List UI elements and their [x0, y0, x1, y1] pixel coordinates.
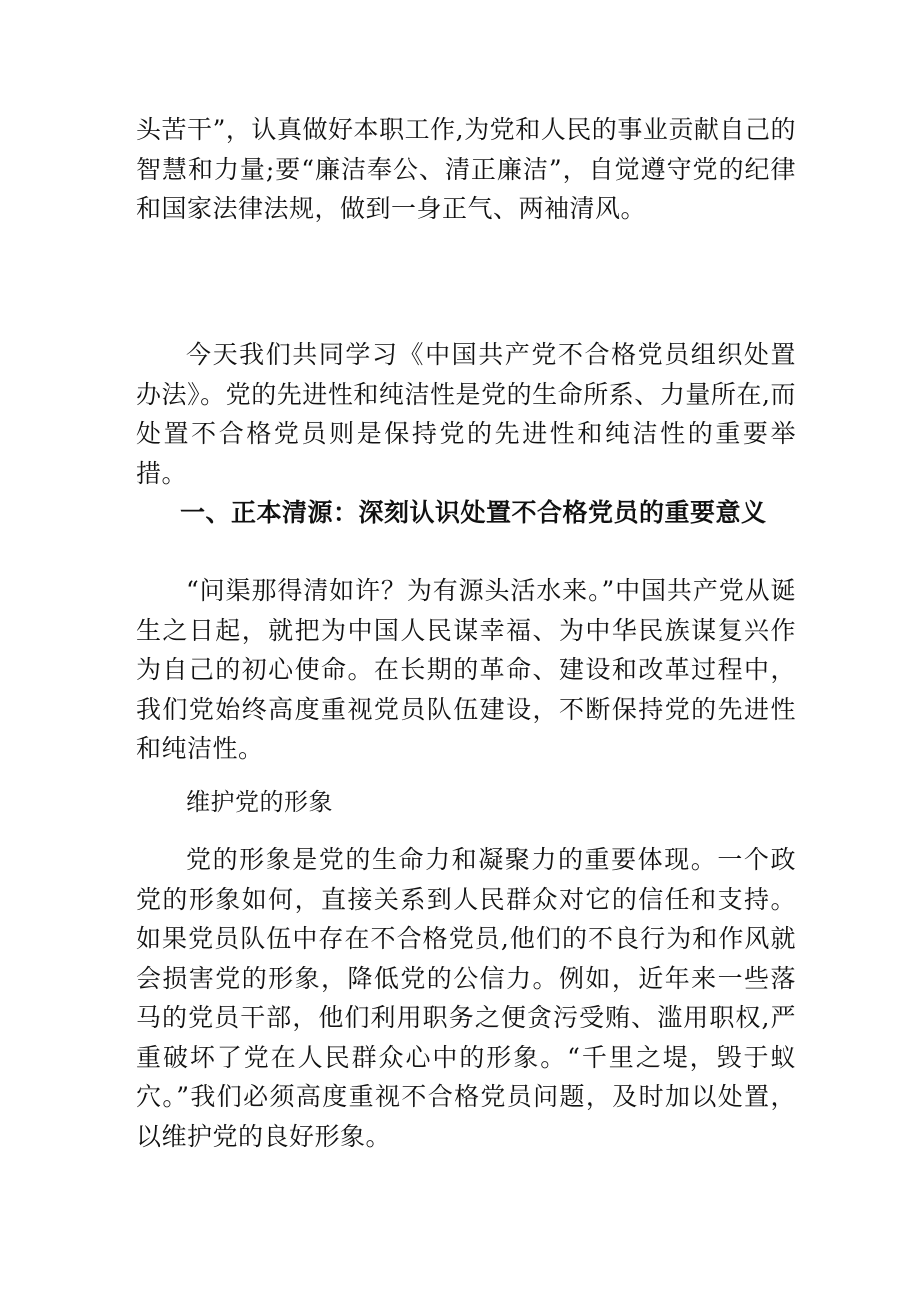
paragraph-continuation: 头苦干”，认真做好本职工作,为党和人民的事业贡献自己的智慧和力量;要“廉洁奉公、清正廉洁”，自觉遵守党的纪律和国家法律法规，做到一身正气、两袖清风。 — [136, 115, 796, 223]
paragraph-image: 党的形象是党的生命力和凝聚力的重要体现。一个政党的形象如何，直接关系到人民群众对它的信任和支持。如果党员队伍中存在不合格党员,他们的不良行为和作风就会损害党的形象，降低党的公信力。例如，近年来一些落马的党员干部，他们利用职务之便贪污受贿、滥用职权,严重破坏了党在人民群众心中的形象。“千里之堤，毁于蚁穴。”我们必须高度重视不合格党员问题，及时加以处置，以维护党的良好形象。 — [136, 845, 796, 1151]
paragraph-intro: 今天我们共同学习《中国共产党不合格党员组织处置办法》。党的先进性和纯洁性是党的生命所系、力量所在,而处置不合格党员则是保持党的先进性和纯洁性的重要举措。 — [136, 340, 796, 488]
paragraph-origin: “问渠那得清如许？为有源头活水来。”中国共产党从诞生之日起，就把为中国人民谋幸福、为中华民族谋复兴作为自己的初心使命。在长期的革命、建设和改革过程中，我们党始终高度重视党员队伍建设，不断保持党的先进性和纯洁性。 — [136, 576, 796, 763]
subsection-heading: 维护党的形象 — [186, 788, 333, 816]
section-heading: 一、正本清源：深刻认识处置不合格党员的重要意义 — [180, 498, 767, 527]
